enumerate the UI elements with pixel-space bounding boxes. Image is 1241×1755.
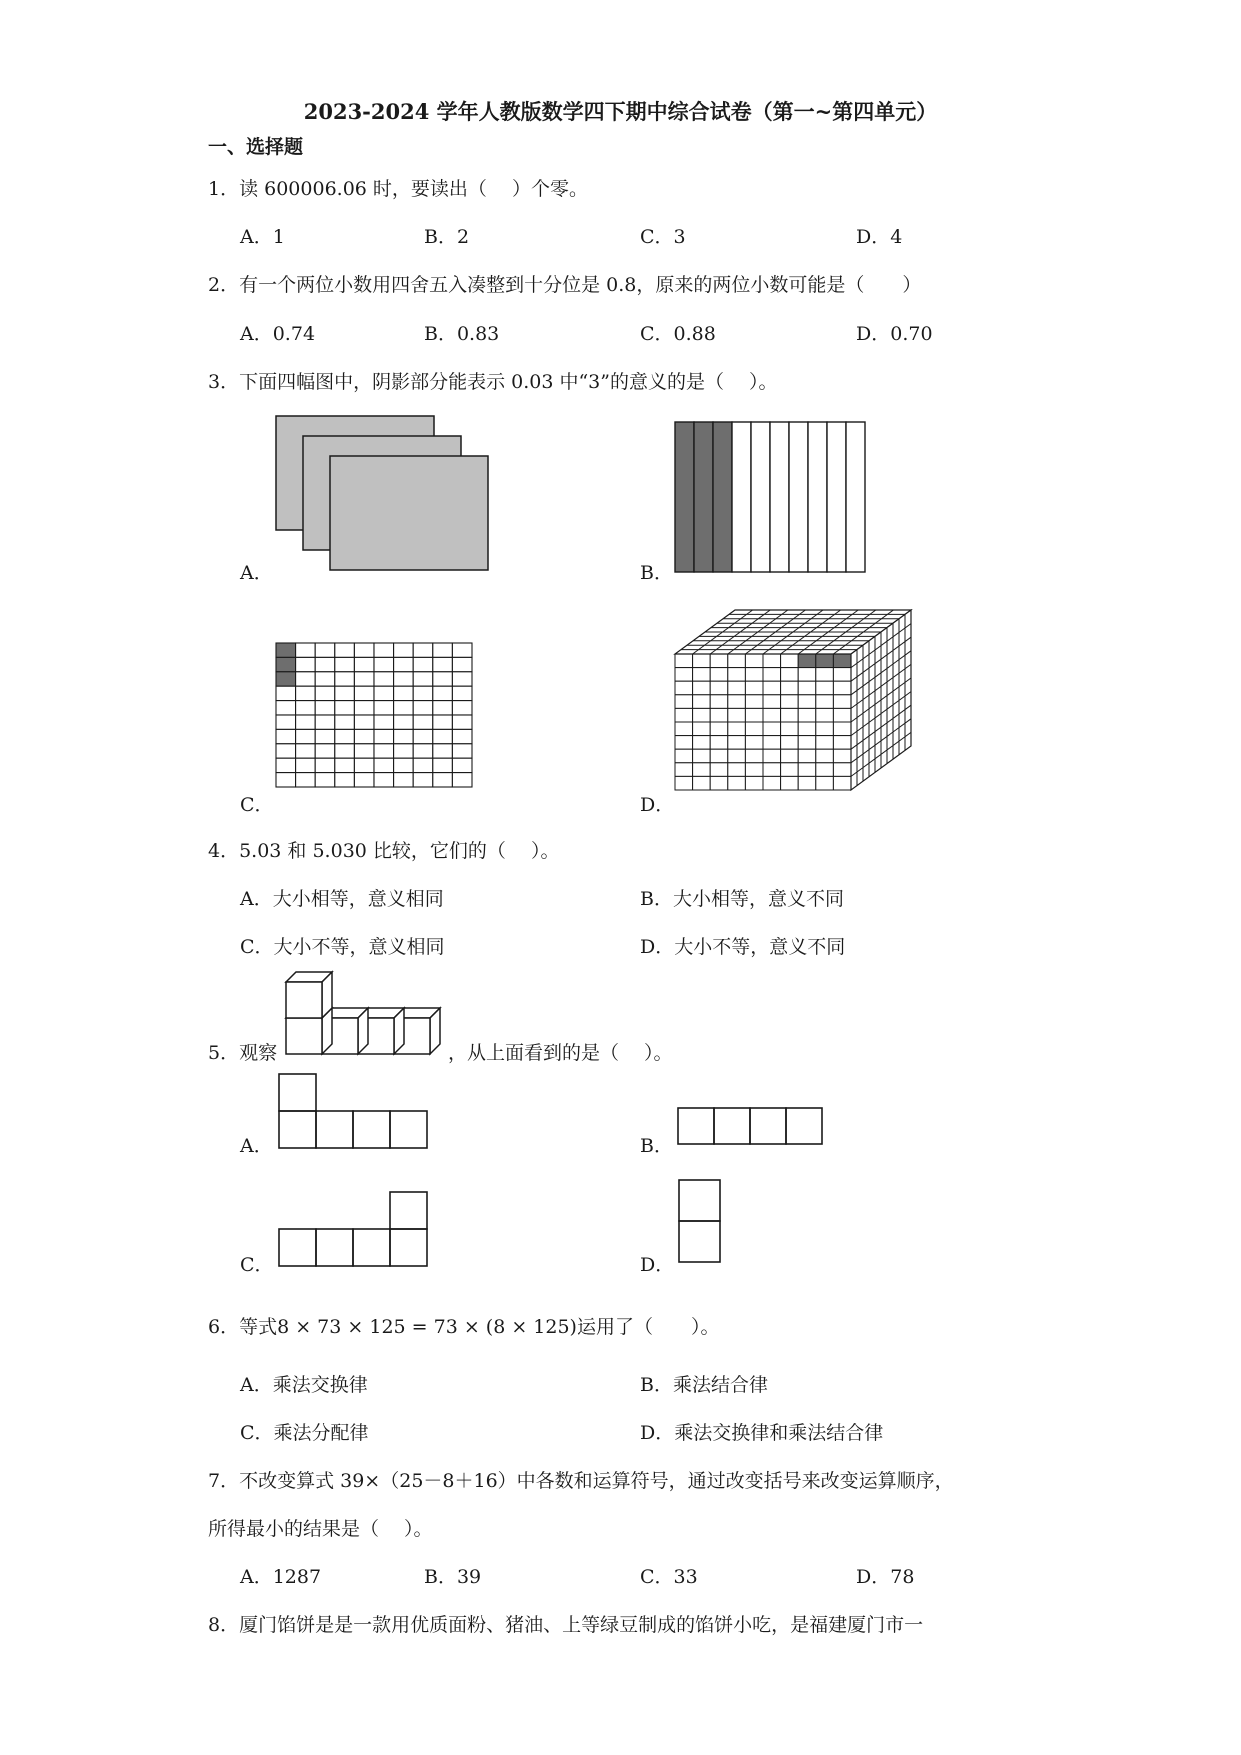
- q1-option-d[interactable]: D．4: [856, 226, 903, 248]
- grid-cell: [335, 773, 355, 787]
- q5-figure-c: [276, 1188, 432, 1268]
- grid-cell: [433, 773, 453, 787]
- grid-cell: [374, 701, 394, 715]
- grid-cell: [452, 672, 472, 686]
- grid-cell: [374, 773, 394, 787]
- cube-front-cell: [693, 763, 711, 777]
- cube-front-cell: [675, 695, 693, 709]
- question-2-stem: 2．有一个两位小数用四舍五入凑整到十分位是 0.8，原来的两位小数可能是（ ）: [208, 274, 922, 296]
- cube-front-cell: [675, 708, 693, 722]
- q1-option-a[interactable]: A．1: [240, 226, 285, 248]
- grid-cell: [315, 701, 335, 715]
- grid-cell: [354, 744, 374, 758]
- q4-option-b[interactable]: B．大小相等，意义不同: [640, 888, 844, 910]
- cube-front-cell: [728, 708, 746, 722]
- grid-cell: [354, 715, 374, 729]
- grid-cell: [276, 686, 296, 700]
- grid-cell: [452, 701, 472, 715]
- question-1-stem: 1．读 600006.06 时，要读出（ ）个零。: [208, 178, 588, 200]
- grid-cell: [374, 729, 394, 743]
- grid-cell: [433, 715, 453, 729]
- grid-cell: [315, 744, 335, 758]
- cube-front-cell: [710, 763, 728, 777]
- cube-front-cell: [781, 736, 799, 750]
- grid-cell: [315, 686, 335, 700]
- cube-front-cell: [675, 776, 693, 790]
- grid-cell: [354, 701, 374, 715]
- cube-front-cell: [710, 654, 728, 668]
- cube-front-cell: [693, 722, 711, 736]
- grid-cell: [276, 657, 296, 671]
- strip: [789, 422, 808, 572]
- grid-cell: [276, 744, 296, 758]
- grid-cell: [413, 715, 433, 729]
- grid-cell: [413, 758, 433, 772]
- grid-cell: [413, 657, 433, 671]
- q5-option-c[interactable]: C．: [240, 1254, 274, 1276]
- grid-cell: [394, 643, 414, 657]
- cube-front-cell: [728, 722, 746, 736]
- grid-cell: [433, 701, 453, 715]
- grid-cell: [394, 657, 414, 671]
- grid-cell: [452, 729, 472, 743]
- cube-front-cell: [693, 668, 711, 682]
- grid-cell: [413, 643, 433, 657]
- grid-cell: [315, 715, 335, 729]
- grid-cell: [354, 773, 374, 787]
- q1-option-c[interactable]: C．3: [640, 226, 686, 248]
- grid-cell: [296, 657, 316, 671]
- strip: [770, 422, 789, 572]
- grid-cell: [296, 643, 316, 657]
- cube-front-cell: [781, 776, 799, 790]
- grid-cell: [452, 715, 472, 729]
- cube-front-cell: [798, 695, 816, 709]
- grid-cell: [452, 744, 472, 758]
- cube-front-cell: [693, 708, 711, 722]
- cube-front-cell: [833, 708, 851, 722]
- cube-front-cell: [816, 695, 834, 709]
- q2-option-d[interactable]: D．0.70: [856, 323, 933, 345]
- cube-front-cell: [728, 681, 746, 695]
- q2-option-a[interactable]: A．0.74: [240, 323, 316, 345]
- grid-cell: [413, 744, 433, 758]
- grid-cell: [276, 773, 296, 787]
- cube-front-cell: [710, 668, 728, 682]
- grid-cell: [413, 672, 433, 686]
- cube-front-cell: [833, 654, 851, 668]
- grid-cell: [374, 758, 394, 772]
- cube-front-cell: [833, 736, 851, 750]
- grid-cell: [433, 758, 453, 772]
- grid-cell: [296, 773, 316, 787]
- grid-cell: [413, 686, 433, 700]
- cube-front-cell: [816, 736, 834, 750]
- cube-front-cell: [693, 681, 711, 695]
- cube-front-cell: [781, 654, 799, 668]
- cube-front-cell: [763, 681, 781, 695]
- grid-cell: [394, 701, 414, 715]
- grid-cell: [413, 729, 433, 743]
- grid-cell: [335, 758, 355, 772]
- q7-option-b[interactable]: B．39: [424, 1566, 482, 1588]
- question-6-stem: 6．等式8 × 73 × 125 = 73 × (8 × 125)运用了（ ）。: [208, 1316, 720, 1338]
- cube-front-cell: [710, 708, 728, 722]
- cube-front-cell: [763, 668, 781, 682]
- cube-front-cell: [763, 708, 781, 722]
- grid-cell: [335, 715, 355, 729]
- q1-option-b[interactable]: B．2: [424, 226, 470, 248]
- cube-front-cell: [763, 695, 781, 709]
- cube-front-cell: [816, 654, 834, 668]
- grid-cell: [452, 643, 472, 657]
- cube-front-cell: [763, 776, 781, 790]
- cube-front-cell: [816, 763, 834, 777]
- grid-cell: [394, 729, 414, 743]
- q7-option-a[interactable]: A．1287: [240, 1566, 322, 1588]
- grid-cell: [296, 715, 316, 729]
- cube-front-cell: [781, 763, 799, 777]
- grid-cell: [276, 672, 296, 686]
- cube-front-cell: [833, 776, 851, 790]
- cube-front-cell: [693, 695, 711, 709]
- grid-cell: [296, 672, 316, 686]
- question-5-stem-start: 5．观察: [208, 1042, 278, 1064]
- cube-front-cell: [693, 736, 711, 750]
- strip: [808, 422, 827, 572]
- cube-front-cell: [816, 681, 834, 695]
- q2-option-b[interactable]: B．0.83: [424, 323, 500, 345]
- cube-front-cell: [763, 763, 781, 777]
- q7-option-c[interactable]: C．33: [640, 1566, 698, 1588]
- cube-front-cell: [798, 736, 816, 750]
- cube-front-cell: [675, 654, 693, 668]
- cube-front: [286, 982, 322, 1018]
- cube-front-cell: [833, 681, 851, 695]
- grid-cell: [374, 744, 394, 758]
- cube-front-cell: [675, 749, 693, 763]
- q3-figure-c: [274, 641, 476, 791]
- cube-front-cell: [763, 749, 781, 763]
- question-3-stem: 3．下面四幅图中，阴影部分能表示 0.03 中“3”的意义的是（ ）。: [208, 371, 778, 393]
- grid-cell: [315, 657, 335, 671]
- grid-cell: [276, 643, 296, 657]
- q5-option-d[interactable]: D．: [640, 1254, 675, 1276]
- grid-cell: [296, 758, 316, 772]
- cube-front-cell: [693, 776, 711, 790]
- question-4-stem: 4．5.03 和 5.030 比较，它们的（ ）。: [208, 840, 560, 862]
- question-7-stem-line2: 所得最小的结果是（ ）。: [208, 1518, 433, 1540]
- grid-cell: [374, 715, 394, 729]
- cube-front-cell: [763, 654, 781, 668]
- grid-cell: [354, 758, 374, 772]
- cube-front-cell: [745, 763, 763, 777]
- q2-option-c[interactable]: C．0.88: [640, 323, 716, 345]
- grid-cell: [335, 701, 355, 715]
- cube-front-cell: [728, 668, 746, 682]
- grid-cell: [335, 657, 355, 671]
- q5-figure-a: [276, 1070, 432, 1150]
- cube-front-cell: [781, 708, 799, 722]
- grid-cell: [452, 657, 472, 671]
- cube-front-cell: [675, 681, 693, 695]
- cube-front-cell: [675, 722, 693, 736]
- cube-front-cell: [693, 654, 711, 668]
- grid-cell: [394, 744, 414, 758]
- cube-front-cell: [833, 749, 851, 763]
- q3-option-d[interactable]: D．: [640, 794, 675, 816]
- page-title: 2023-2024 学年人教版数学四下期中综合试卷（第一~第四单元）: [303, 99, 938, 124]
- cube-front-cell: [816, 708, 834, 722]
- strip: [713, 422, 732, 572]
- grid-cell: [335, 686, 355, 700]
- cube-front-cell: [675, 763, 693, 777]
- cube-front-cell: [728, 776, 746, 790]
- q5-figure-d: [676, 1176, 724, 1266]
- grid-cell: [315, 758, 335, 772]
- cube-front-cell: [745, 681, 763, 695]
- cube-front-cell: [745, 736, 763, 750]
- strip: [827, 422, 846, 572]
- cube-front-cell: [745, 668, 763, 682]
- q5-solid-figure: [284, 968, 450, 1058]
- grid-cell: [452, 686, 472, 700]
- q3-option-b[interactable]: B．: [640, 562, 673, 584]
- section-heading: 一、选择题: [208, 136, 304, 158]
- cube-front-cell: [781, 681, 799, 695]
- cube-front-cell: [833, 763, 851, 777]
- grid-cell: [276, 758, 296, 772]
- grid-cell: [335, 744, 355, 758]
- grid-cell: [296, 701, 316, 715]
- cube-front-cell: [745, 695, 763, 709]
- q6-option-a[interactable]: A．乘法交换律: [240, 1374, 368, 1396]
- grid-cell: [433, 744, 453, 758]
- cube-front-cell: [798, 654, 816, 668]
- cube-front-cell: [710, 749, 728, 763]
- grid-cell: [296, 686, 316, 700]
- grid-cell: [394, 773, 414, 787]
- grid-cell: [276, 729, 296, 743]
- q3-option-c[interactable]: C．: [240, 794, 274, 816]
- grid-cell: [433, 643, 453, 657]
- cube-front-cell: [816, 776, 834, 790]
- grid-cell: [315, 773, 335, 787]
- grid-cell: [452, 758, 472, 772]
- cube-front-cell: [745, 722, 763, 736]
- cube-front-cell: [728, 695, 746, 709]
- grid-cell: [394, 715, 414, 729]
- grid-cell: [433, 686, 453, 700]
- strip: [846, 422, 865, 572]
- grid-cell: [354, 686, 374, 700]
- q4-option-c[interactable]: C．大小不等，意义相同: [240, 936, 445, 958]
- cube-front-cell: [728, 736, 746, 750]
- cube-front-cell: [798, 681, 816, 695]
- cube-front-cell: [745, 708, 763, 722]
- cube-front-cell: [781, 668, 799, 682]
- q6-option-b[interactable]: B．乘法结合律: [640, 1374, 768, 1396]
- cube-front-cell: [693, 749, 711, 763]
- cube-front-cell: [710, 776, 728, 790]
- grid-cell: [374, 672, 394, 686]
- cube-front-cell: [710, 681, 728, 695]
- grid-cell: [354, 643, 374, 657]
- grid-cell: [354, 657, 374, 671]
- grid-cell: [335, 729, 355, 743]
- strip: [694, 422, 713, 572]
- strip: [732, 422, 751, 572]
- grid-cell: [335, 672, 355, 686]
- cube-front-cell: [728, 654, 746, 668]
- question-7-stem: 7．不改变算式 39×（25－8＋16）中各数和运算符号，通过改变括号来改变运算顺序，: [208, 1470, 954, 1492]
- cube-front-cell: [781, 695, 799, 709]
- strip: [675, 422, 694, 572]
- cube-front-cell: [675, 736, 693, 750]
- cube-front-cell: [798, 722, 816, 736]
- grid-cell: [374, 657, 394, 671]
- grid-cell: [394, 686, 414, 700]
- grid-cell: [433, 729, 453, 743]
- cube-front-cell: [798, 776, 816, 790]
- question-8-stem: 8．厦门馅饼是是一款用优质面粉、猪油、上等绿豆制成的馅饼小吃，是福建厦门市一: [208, 1614, 924, 1636]
- cube-front: [286, 1018, 322, 1054]
- grid-cell: [296, 744, 316, 758]
- cube-front-cell: [833, 695, 851, 709]
- cube-front-cell: [798, 708, 816, 722]
- cube-front-cell: [816, 749, 834, 763]
- grid-cell: [394, 672, 414, 686]
- q3-figure-b: [673, 420, 867, 576]
- cube-front-cell: [710, 736, 728, 750]
- q3-figure-d: [672, 606, 918, 794]
- q4-option-a[interactable]: A．大小相等，意义相同: [240, 888, 444, 910]
- grid-cell: [315, 643, 335, 657]
- cube-front-cell: [745, 776, 763, 790]
- cube-front-cell: [833, 668, 851, 682]
- q3-option-a[interactable]: A．: [240, 562, 273, 584]
- strip: [751, 422, 770, 572]
- cube-front-cell: [798, 668, 816, 682]
- grid-cell: [354, 672, 374, 686]
- grid-cell: [276, 715, 296, 729]
- q5-figure-b: [676, 1106, 826, 1148]
- cube-front-cell: [675, 668, 693, 682]
- cube-front-cell: [763, 736, 781, 750]
- grid-cell: [413, 701, 433, 715]
- cube-front-cell: [728, 763, 746, 777]
- grid-cell: [315, 729, 335, 743]
- grid-cell: [374, 686, 394, 700]
- grid-cell: [296, 729, 316, 743]
- cube-front-cell: [816, 668, 834, 682]
- q5-option-b[interactable]: B．: [640, 1135, 673, 1157]
- cube-front-cell: [798, 749, 816, 763]
- cube-front-cell: [710, 722, 728, 736]
- grid-cell: [452, 773, 472, 787]
- q5-option-a[interactable]: A．: [240, 1135, 273, 1157]
- cube-front-cell: [798, 763, 816, 777]
- grid-cell: [315, 672, 335, 686]
- grid-cell: [374, 643, 394, 657]
- grid-cell: [335, 643, 355, 657]
- cube-front-cell: [781, 749, 799, 763]
- grid-cell: [394, 758, 414, 772]
- q6-option-d[interactable]: D．乘法交换律和乘法结合律: [640, 1422, 884, 1444]
- q7-option-d[interactable]: D．78: [856, 1566, 915, 1588]
- cube-front-cell: [728, 749, 746, 763]
- q3-figure-a: [270, 412, 500, 582]
- grid-cell: [354, 729, 374, 743]
- cube-front-cell: [833, 722, 851, 736]
- cube-front-cell: [745, 654, 763, 668]
- cube-front-cell: [745, 749, 763, 763]
- cube-front-cell: [816, 722, 834, 736]
- grid-cell: [276, 701, 296, 715]
- q4-option-d[interactable]: D．大小不等，意义不同: [640, 936, 846, 958]
- grid-cell: [433, 672, 453, 686]
- grid-cell: [433, 657, 453, 671]
- cube-front-cell: [710, 695, 728, 709]
- q6-option-c[interactable]: C．乘法分配律: [240, 1422, 369, 1444]
- cube-front-cell: [781, 722, 799, 736]
- cube-front-cell: [763, 722, 781, 736]
- question-5-stem-end: ，从上面看到的是（ ）。: [448, 1042, 673, 1064]
- grid-cell: [413, 773, 433, 787]
